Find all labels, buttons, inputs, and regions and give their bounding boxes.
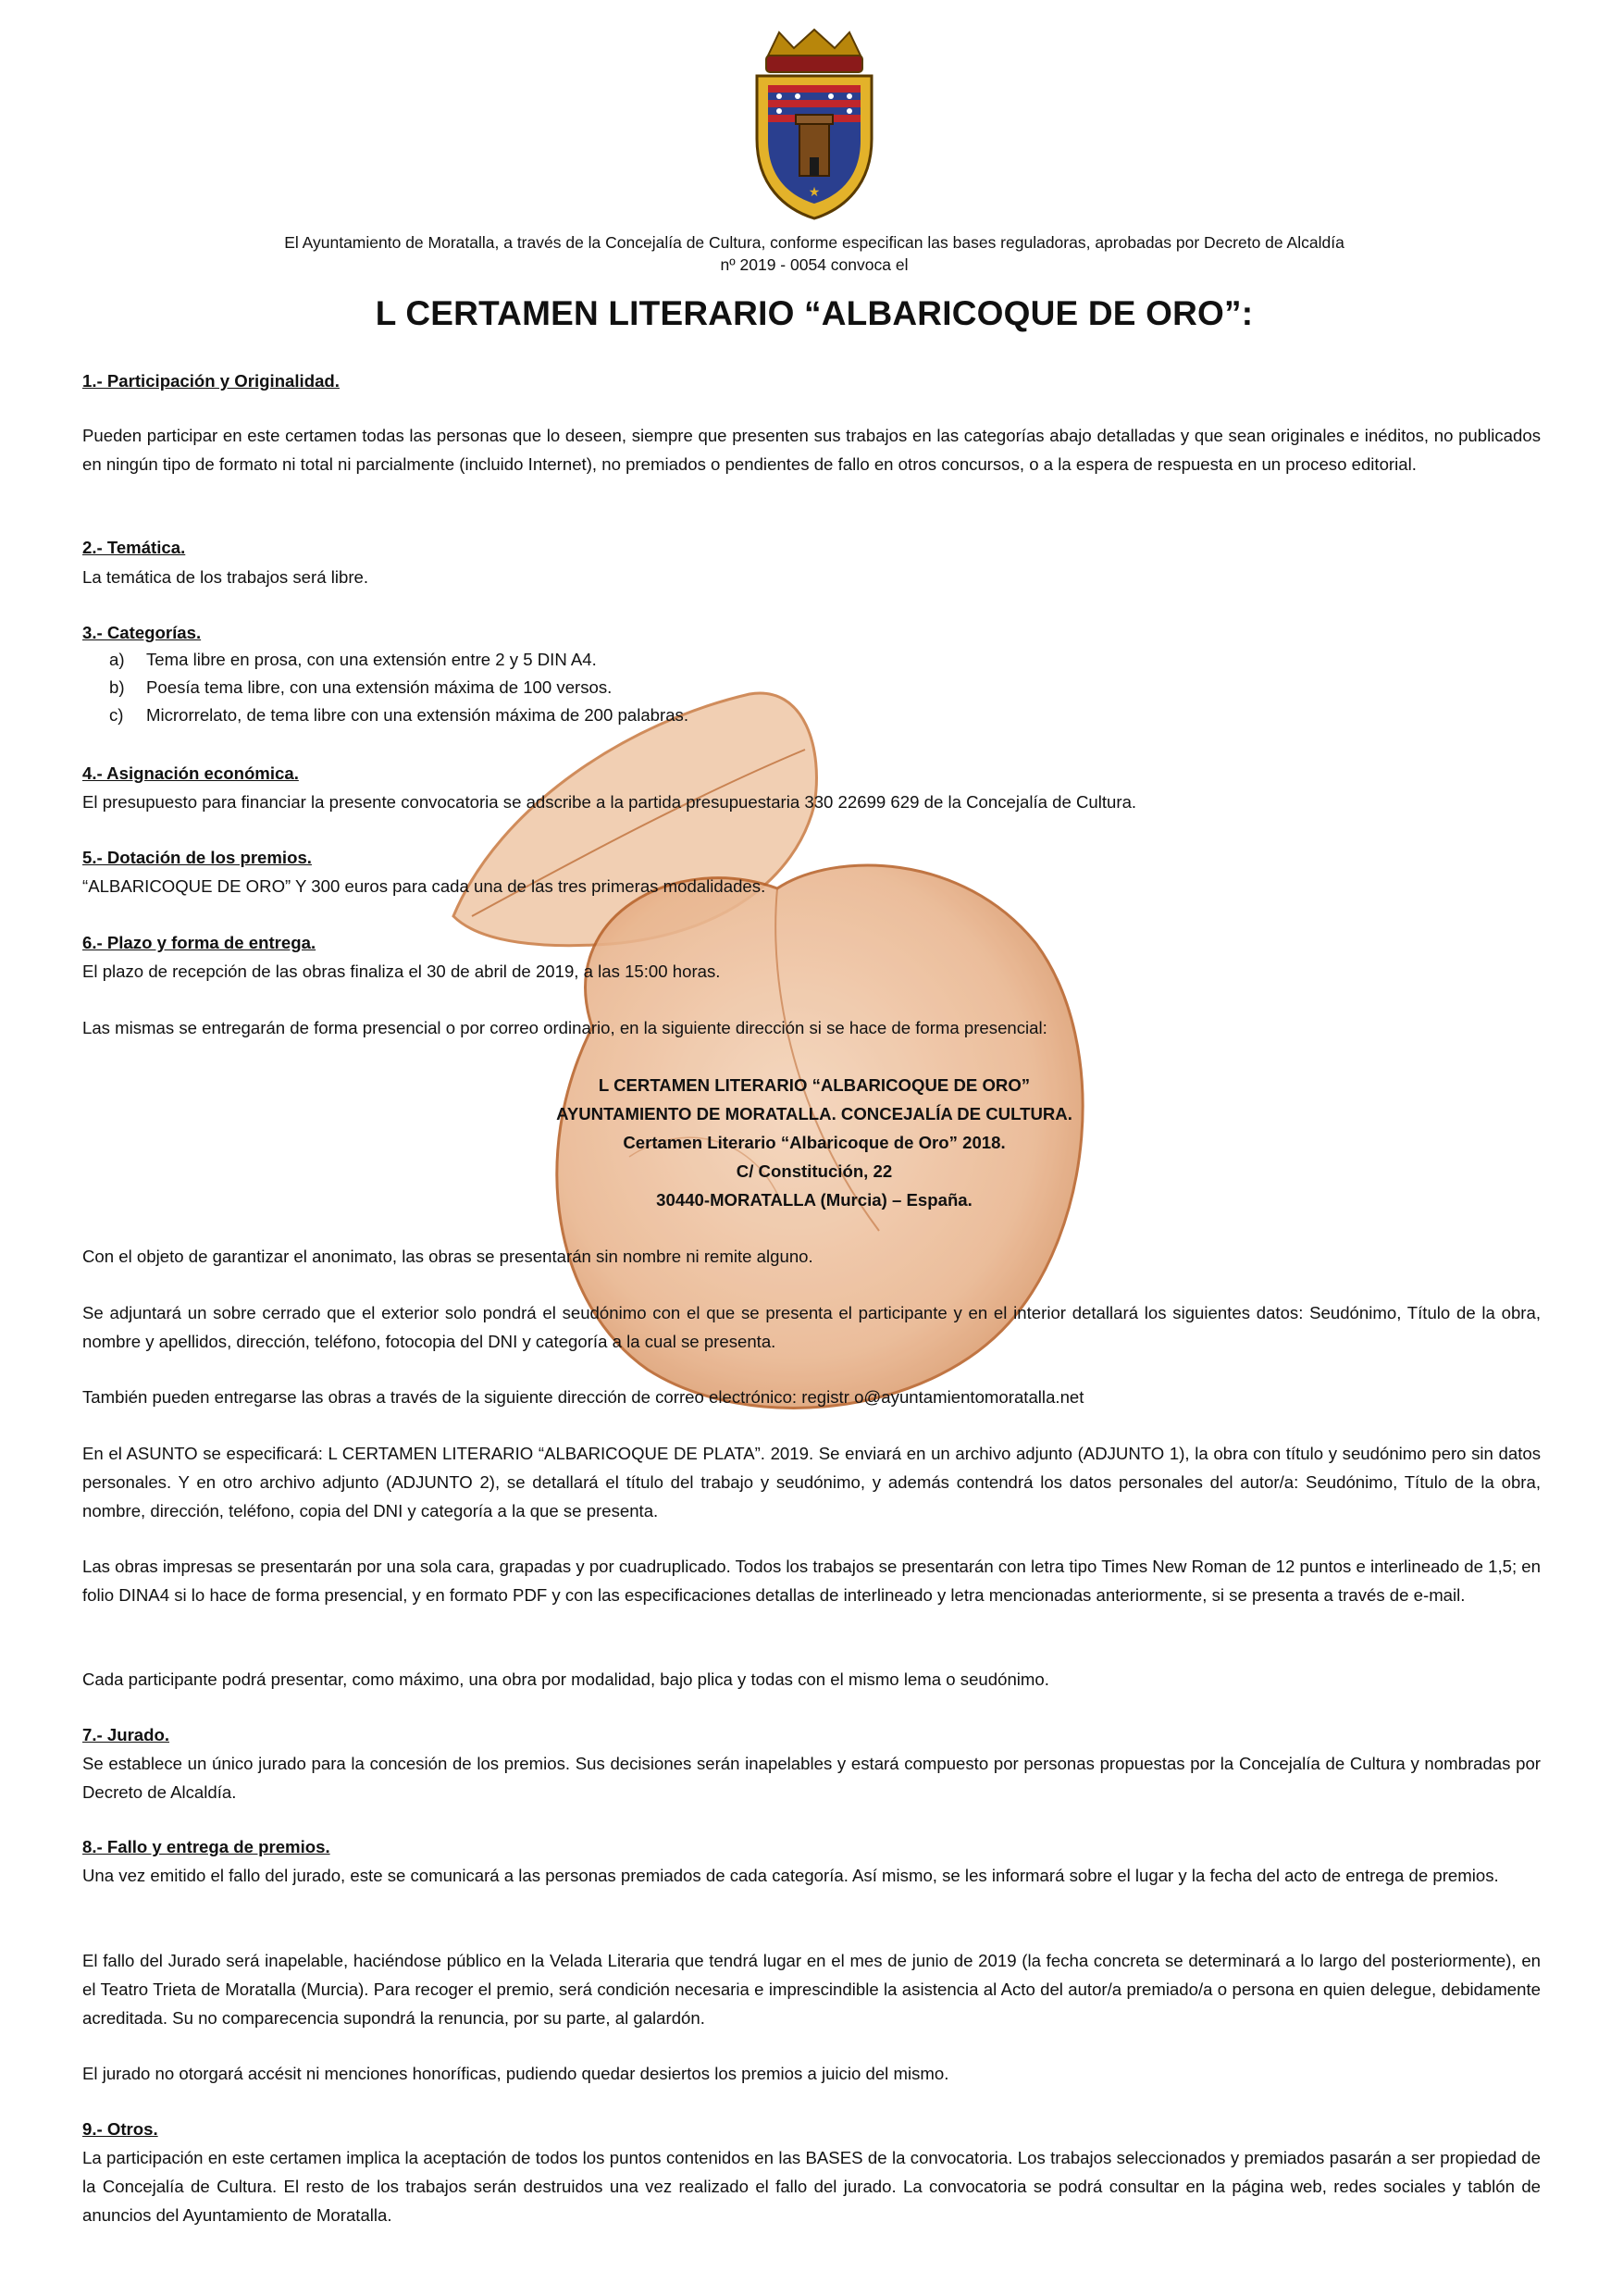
section-1-body: Pueden participar en este certamen todas las personas que lo deseen, siempre que presenten sus trabajos en las categorías abajo detalladas y que sean originales e inéditos, no publicados en ningún tipo de formato ni total ni parcialmente (incluido Internet), no premiados o pendientes de fallo en otros concursos, o a la espera de respuesta en un proceso editorial.: [82, 426, 1541, 474]
intro-line-2: nº 2019 - 0054 convoca el: [720, 255, 909, 274]
section-6-envelope: Se adjuntará un sobre cerrado que el exterior solo pondrá el seudónimo con el que se presenta el participante y en el interior detallará los siguientes datos: Seudónimo, Título de la obra, nombre y apellidos, dirección, teléfono, fotocopia del DNI y categoría a la cual se presenta.: [82, 1303, 1541, 1351]
section-6-limit: Cada participante podrá presentar, como máximo, una obra por modalidad, bajo plica y todas con el mismo lema o seudónimo.: [82, 1669, 1049, 1689]
section-6-anonymity: Con el objeto de garantizar el anonimato, las obras se presentarán sin nombre ni remite alguno.: [82, 1247, 813, 1266]
section-6-printing: Las obras impresas se presentarán por una sola cara, grapadas y por cuadruplicado. Todos los trabajos se presentarán con letra tipo Times New Roman de 12 puntos e interlineado de 1,5; en folio DINA4 si lo hace de forma presencial, y en formato PDF y con las especificaciones detallas de interlineado y letra mencionadas anteriormente, si se presenta a través de e-mail.: [82, 1557, 1541, 1605]
section-8-verdict: El fallo del Jurado será inapelable, haciéndose público en la Velada Literaria que tendrá lugar en el mes de junio de 2019 (la fecha concreta se determinará a lo largo del posteriormente), en el Teatro Trieta de Moratalla (Murcia). Para recoger el premio, será condición necesaria e imprescindible la asistencia al Acto del autor/a premiado/a o persona en quien delegue, debidamente acreditada. Su no comparecencia supondrá la renuncia, por su parte, al galardón.: [82, 1951, 1541, 2028]
category-item-c: c) Microrrelato, de tema libre con una extensión máxima de 200 palabras.: [109, 705, 689, 725]
section-6-deadline: El plazo de recepción de las obras finaliza el 30 de abril de 2019, a las 15:00 horas.: [82, 962, 721, 981]
section-9-heading: 9.- Otros.: [82, 2119, 158, 2139]
coat-of-arms-logo: [751, 28, 877, 222]
section-5-body: “ALBARICOQUE DE ORO” Y 300 euros para cada una de las tres primeras modalidades.: [82, 876, 766, 896]
category-item-a: a) Tema libre en prosa, con una extensión entre 2 y 5 DIN A4.: [109, 650, 597, 669]
section-6-subject: En el ASUNTO se especificará: L CERTAMEN LITERARIO “ALBARICOQUE DE PLATA”. 2019. Se enviará en un archivo adjunto (ADJUNTO 1), la obra con título y seudónimo pero sin datos personales. Y en otro archivo adjunto (ADJUNTO 2), se detallará el título del trabajo y seudónimo, y además contendrá los datos personales del autor/a: Seudónimo, Título de la obra, nombre, dirección, teléfono, copia del DNI y categoría a la que se presenta.: [82, 1444, 1541, 1520]
section-8-notice: Una vez emitido el fallo del jurado, este se comunicará a las personas premiados de cada categoría. Así mismo, se les informará sobre el lugar y la fecha del acto de entrega de premios.: [82, 1866, 1499, 1885]
svg-text:★: ★: [808, 185, 821, 200]
section-6-email: También pueden entregarse las obras a través de la siguiente dirección de correo electrónico: registr o@ayuntamientomoratalla.net: [82, 1387, 1084, 1407]
section-9-body: La participación en este certamen implica la aceptación de todos los puntos contenidos en las BASES de la convocatoria. Los trabajos seleccionados y premiados pasarán a ser propiedad de la Concejalía de Cultura. El resto de los trabajos serán destruidos una vez realizado el fallo del jurado. La convocatoria se podrá consultar en la página web, redes sociales y tablón de anuncios del Ayuntamiento de Moratalla.: [82, 2148, 1541, 2225]
section-3-heading: 3.- Categorías.: [82, 623, 202, 642]
address-line-2: AYUNTAMIENTO DE MORATALLA. CONCEJALÍA DE CULTURA.: [556, 1104, 1072, 1123]
address-line-4: C/ Constitución, 22: [736, 1161, 893, 1181]
document-title: L CERTAMEN LITERARIO “ALBARICOQUE DE ORO”:: [375, 294, 1254, 332]
section-5-heading: 5.- Dotación de los premios.: [82, 848, 312, 867]
section-4-heading: 4.- Asignación económica.: [82, 763, 299, 783]
section-2-heading: 2.- Temática.: [82, 538, 186, 557]
section-8-no-mentions: El jurado no otorgará accésit ni menciones honoríficas, pudiendo quedar desiertos los premios a juicio del mismo.: [82, 2064, 949, 2083]
section-8-heading: 8.- Fallo y entrega de premios.: [82, 1837, 330, 1856]
section-2-body: La temática de los trabajos será libre.: [82, 567, 369, 587]
section-1-heading: 1.- Participación y Originalidad.: [82, 371, 340, 391]
section-6-heading: 6.- Plazo y forma de entrega.: [82, 933, 316, 952]
category-item-b: b) Poesía tema libre, con una extensión máxima de 100 versos.: [109, 677, 613, 697]
address-line-3: Certamen Literario “Albaricoque de Oro” 2018.: [623, 1133, 1006, 1152]
address-line-1: L CERTAMEN LITERARIO “ALBARICOQUE DE ORO”: [598, 1075, 1031, 1095]
address-line-5: 30440-MORATALLA (Murcia) – España.: [656, 1190, 973, 1210]
section-4-body: El presupuesto para financiar la presente convocatoria se adscribe a la partida presupuestaria 330 22699 629 de la Concejalía de Cultura.: [82, 792, 1137, 812]
intro-line-1: El Ayuntamiento de Moratalla, a través de la Concejalía de Cultura, conforme especifican las bases reguladoras, aprobadas por Decreto de Alcaldía: [284, 233, 1344, 252]
section-6-delivery: Las mismas se entregarán de forma presencial o por correo ordinario, en la siguiente dirección si se hace de forma presencial:: [82, 1018, 1047, 1037]
section-7-body: Se establece un único jurado para la concesión de los premios. Sus decisiones serán inapelables y estará compuesto por personas propuestas por la Concejalía de Cultura y nombradas por Decreto de Alcaldía.: [82, 1754, 1541, 1802]
section-7-heading: 7.- Jurado.: [82, 1725, 170, 1744]
